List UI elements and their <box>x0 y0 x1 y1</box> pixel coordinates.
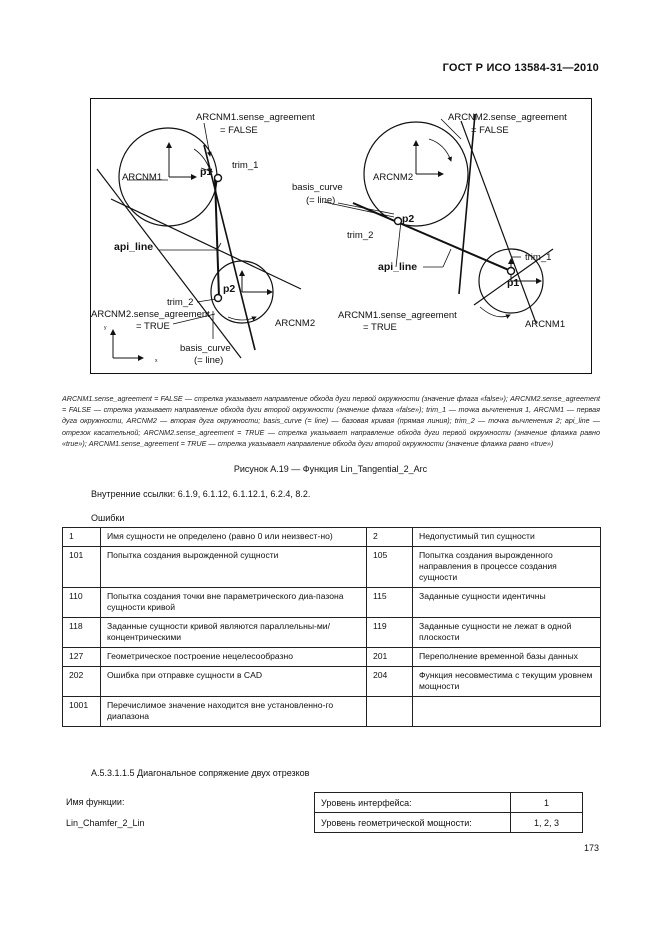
left-arcnm2-true-label: = TRUE <box>136 321 170 332</box>
left-trim1-label: trim_1 <box>232 160 259 171</box>
right-eq-line-label: (= line) <box>306 195 336 206</box>
right-trim1-label: trim_1 <box>525 252 552 263</box>
error-code: 127 <box>63 648 101 667</box>
table-row <box>63 618 601 648</box>
table-row <box>63 667 601 697</box>
error-description: Перечислимое значение находится вне установленно-го диапазона <box>101 697 367 727</box>
left-eq-line-label: (= line) <box>194 355 224 366</box>
right-basis-curve <box>459 114 475 294</box>
error-description: Имя сущности не определено (равно 0 или неизвест-но) <box>101 528 367 547</box>
figure-caption-legend: ARCNM1.sense_agreement = FALSE — стрелка указывает направление обхода дуги первой окружности (значение флага «false»); ARCNM2.sense_agreement = FALSE — стрелка указывает направление обхода дуги второй окружности (значение флага «false»); trim_1 — точка вычленения 1, ARCNM1 — первая дуга окружности, ARCNM2 — вторая дуга окружности; basis_curve (= line) — базовая кривая (прямая линия); trim_2 — точка вычленения 2; api_line — отрезок касательной; ARCNM2.sense_agreement = TRUE — стрелка указывает направление обхода дуги первой окружности (значение флажка равно «true»); ARCNM1.sense_agreement = TRUE — стрелка указывает направление обхода дуги второй окружности (значение флажка равно «true») <box>62 394 600 448</box>
level-label: Уровень интерфейса: <box>315 793 511 813</box>
left-arcnm1-label: ARCNM1 <box>122 172 163 183</box>
error-code <box>367 697 413 727</box>
error-description: Заданные сущности кривой являются параллельны-ми/концентрическими <box>101 618 367 648</box>
error-description: Попытка создания вырожденного направления в процессе создания сущности <box>413 547 601 588</box>
left-basis-curve-label: basis_curve <box>180 343 231 354</box>
error-description: Переполнение временной базы данных <box>413 648 601 667</box>
internal-references: Внутренние ссылки: 6.1.9, 6.1.12, 6.1.12.1, 6.2.4, 8.2. <box>91 489 311 499</box>
left-arcnm1-sense-label: ARCNM1.sense_agreement <box>196 112 315 123</box>
errors-table <box>62 527 601 727</box>
error-description: Ошибка при отправке сущности в CAD <box>101 667 367 697</box>
error-code: 118 <box>63 618 101 648</box>
right-p2-label: p2 <box>402 213 415 225</box>
left-trim2-label: trim_2 <box>167 297 194 308</box>
right-arcnm2-label: ARCNM2 <box>373 172 414 183</box>
table-row <box>63 547 601 588</box>
error-description: Недопустимый тип сущности <box>413 528 601 547</box>
right-arcnm2-sense-label: ARCNM2.sense_agreement <box>448 112 567 123</box>
table-row <box>315 793 583 813</box>
left-arcnm1-false-label: = FALSE <box>220 125 258 136</box>
error-code: 115 <box>367 588 413 618</box>
error-description: Геометрическое построение нецелесообразно <box>101 648 367 667</box>
errors-heading: Ошибки <box>91 513 125 523</box>
error-description <box>413 697 601 727</box>
error-code: 2 <box>367 528 413 547</box>
error-code: 101 <box>63 547 101 588</box>
left-p1-label: p1 <box>200 166 213 178</box>
axis-y-label: y <box>104 325 107 331</box>
table-row <box>63 588 601 618</box>
right-api-line-label: api_line <box>378 261 418 273</box>
table-row <box>63 697 601 727</box>
error-description: Заданные сущности не лежат в одной плоскости <box>413 618 601 648</box>
axis-x-label: x <box>155 358 158 364</box>
error-code: 105 <box>367 547 413 588</box>
error-description: Попытка создания вырожденной сущности <box>101 547 367 588</box>
right-arcnm1-label: ARCNM1 <box>525 319 566 330</box>
levels-table <box>314 792 583 833</box>
subsection-heading: A.5.3.1.1.5 Диагональное сопряжение двух отрезков <box>91 768 310 778</box>
error-code: 110 <box>63 588 101 618</box>
function-name: Lin_Chamfer_2_Lin <box>66 818 145 828</box>
error-description: Функция несовместима с текущим уровнем мощности <box>413 667 601 697</box>
level-label: Уровень геометрической мощности: <box>315 813 511 833</box>
error-description: Попытка создания точки вне параметрического диа-пазона сущности кривой <box>101 588 367 618</box>
level-value: 1, 2, 3 <box>511 813 583 833</box>
right-arcnm2-false-label: = FALSE <box>471 125 509 136</box>
error-description: Заданные сущности идентичны <box>413 588 601 618</box>
level-value: 1 <box>511 793 583 813</box>
error-code: 204 <box>367 667 413 697</box>
table-row <box>63 648 601 667</box>
error-code: 202 <box>63 667 101 697</box>
left-arcnm2-sense-label: ARCNM2.sense_agreement <box>91 309 210 320</box>
figure-title: Рисунок А.19 — Функция Lin_Tangential_2_Arc <box>233 464 428 474</box>
function-name-label: Имя функции: <box>66 797 125 807</box>
figure-diagram <box>90 98 592 374</box>
error-code: 1001 <box>63 697 101 727</box>
left-arcnm2-label: ARCNM2 <box>275 318 316 329</box>
right-trim2-label: trim_2 <box>347 230 374 241</box>
right-tangent-line <box>461 121 536 323</box>
right-arcnm1-sense-label: ARCNM1.sense_agreement <box>338 310 457 321</box>
right-basis-curve-label: basis_curve <box>292 182 343 193</box>
document-header: ГОСТ Р ИСО 13584-31—2010 <box>442 62 599 74</box>
diagram-svg <box>91 99 591 373</box>
table-row <box>315 813 583 833</box>
error-code: 1 <box>63 528 101 547</box>
table-row <box>63 528 601 547</box>
left-p2-label: p2 <box>223 283 236 295</box>
error-code: 119 <box>367 618 413 648</box>
error-code: 201 <box>367 648 413 667</box>
right-p1-label: p1 <box>507 277 520 289</box>
left-api-line-label: api_line <box>114 241 154 253</box>
right-arcnm1-true-label: = TRUE <box>363 322 397 333</box>
page-number: 173 <box>583 843 599 853</box>
